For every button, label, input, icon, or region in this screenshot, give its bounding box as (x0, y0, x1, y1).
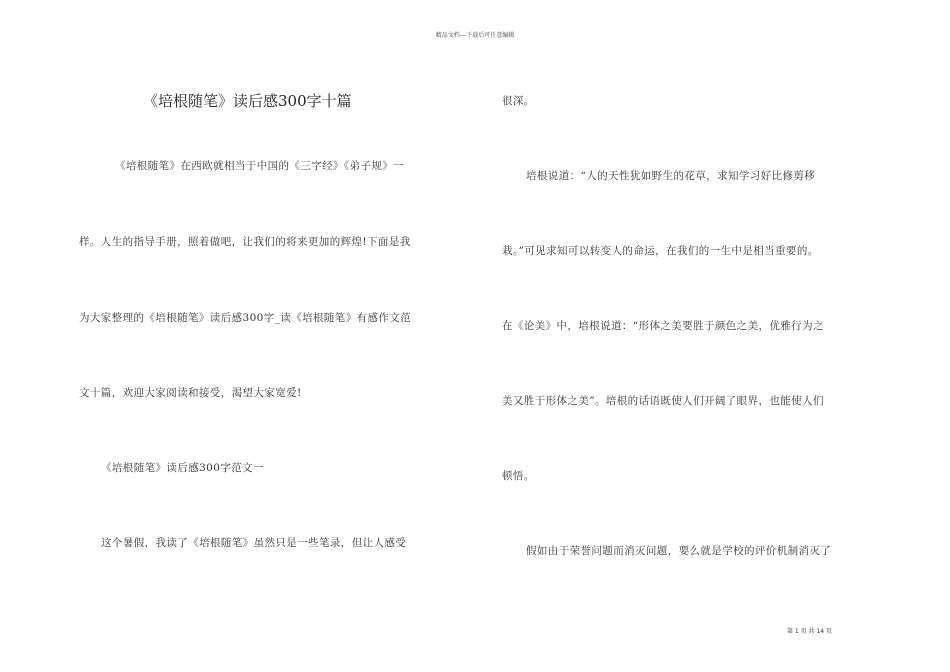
left-line-3: 为大家整理的《培根随笔》读后感300字_读《培根随笔》有感作文范 (79, 312, 412, 324)
right-line-1: 很深。 (502, 95, 535, 107)
document-title: 《培根随笔》读后感300字十篇 (143, 92, 352, 110)
left-line-6: 这个暑假，我读了《培根随笔》虽然只是一些笔录，但让人感受 (101, 537, 407, 549)
left-line-2: 样。人生的指导手册，照着做吧，让我们的将来更加的辉煌!下面是我 (79, 236, 411, 248)
right-line-6: 顿悟。 (502, 470, 535, 482)
right-line-3: 栽。”可见求知可以转变人的命运，在我们的一生中是相当重要的。 (502, 245, 819, 257)
right-line-7: 假如由于荣誉问题而消灭问题，要么就是学校的评价机制消灭了 (526, 545, 832, 557)
right-line-4: 在《论美》中，培根说道：“形体之美要胜于颜色之美，优雅行为之 (502, 320, 824, 332)
section-heading: 《培根随笔》读后感300字范文一 (101, 462, 264, 474)
right-line-2: 培根说道：“人的天性犹如野生的花草，求知学习好比修剪移 (526, 170, 816, 182)
left-line-4: 文十篇，欢迎大家阅读和接受，渴望大家宽爱! (79, 387, 302, 399)
page-number: 第 1 页 共 14 页 (787, 628, 832, 635)
right-line-5: 美又胜于形体之美”。培根的话语既使人们开阔了眼界，也能使人们 (502, 395, 824, 407)
page-header: 精品文档---下载后可任意编辑 (435, 32, 515, 39)
left-line-1: 《培根随笔》在西欧就相当于中国的《三字经》《弟子规》一 (115, 160, 405, 172)
